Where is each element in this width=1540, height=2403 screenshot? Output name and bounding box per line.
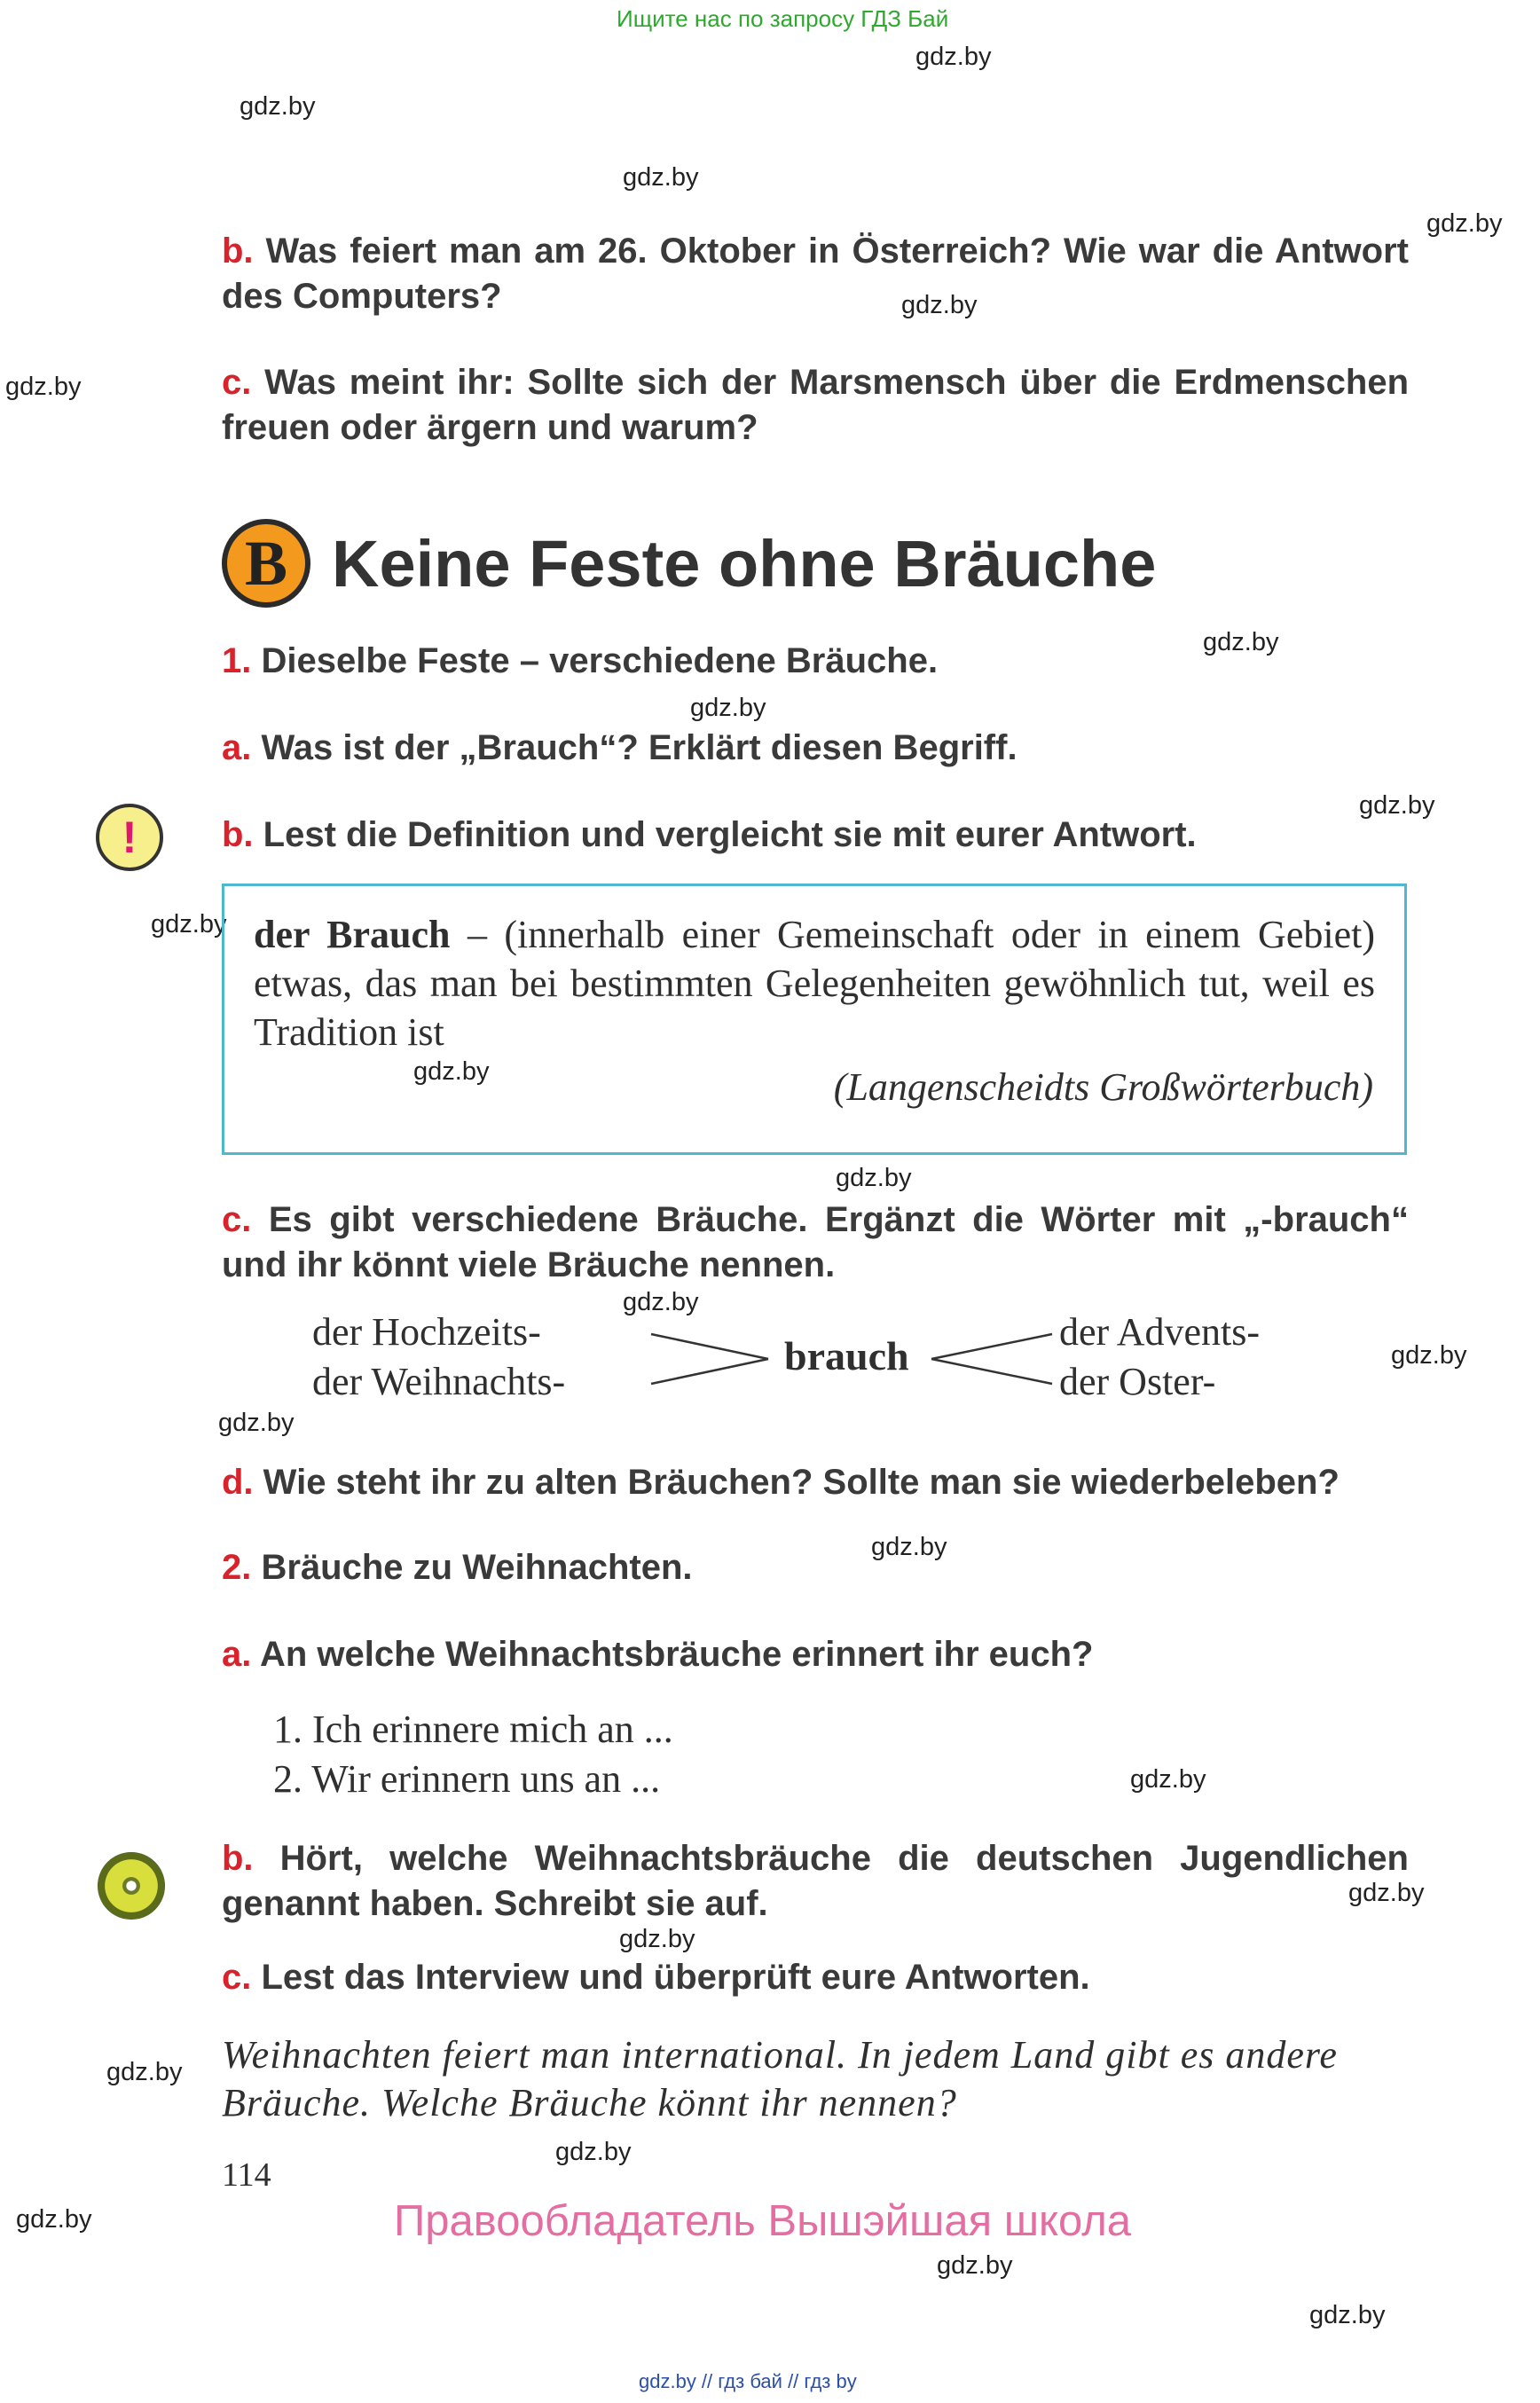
- diagram-word: der Advents-: [1059, 1310, 1261, 1354]
- question-text: Hört, welche Weihnachtsbräuche die deutschen Jugendlichen genannt haben. Schreibt sie auf.: [222, 1839, 1409, 1923]
- definition-term: der Brauch: [254, 913, 451, 956]
- watermark: gdz.by: [5, 373, 82, 401]
- question-letter: b.: [222, 815, 254, 854]
- question-letter: b.: [222, 1839, 254, 1878]
- question-text: An welche Weihnachtsbräuche erinnert ihr euch?: [260, 1635, 1094, 1674]
- watermark: gdz.by: [218, 1409, 295, 1437]
- copyright-notice: Правообладатель Вышэйшая школа: [394, 2197, 1132, 2245]
- section-heading: [222, 514, 1156, 612]
- watermark: gdz.by: [1130, 1765, 1206, 1794]
- diagram-center-word: brauch: [784, 1333, 909, 1378]
- bottom-links[interactable]: gdz.by // гдз бай // гдз by: [639, 2370, 857, 2392]
- watermark: gdz.by: [16, 2205, 92, 2234]
- task-2c: [222, 1955, 1090, 2000]
- watermark: gdz.by: [1359, 791, 1435, 820]
- task-title-text: Bräuche zu Weihnachten.: [261, 1548, 693, 1587]
- question-b: [222, 229, 1409, 319]
- question-text: Was feiert man am 26. Oktober in Österreich? Wie war die Antwort des Computers?: [222, 232, 1409, 316]
- diagram-word: der Weihnachts-: [312, 1360, 566, 1403]
- answer-starters-list: [273, 1705, 673, 1804]
- question-c: [222, 360, 1409, 451]
- task-number: 1.: [222, 641, 252, 680]
- diagram-word: der Hochzeits-: [312, 1310, 541, 1354]
- watermark: gdz.by: [151, 910, 227, 938]
- task-1c: [222, 1198, 1409, 1288]
- watermark: gdz.by: [1203, 628, 1279, 656]
- diagram-left-words: [312, 1308, 565, 1407]
- question-letter: d.: [222, 1463, 254, 1502]
- diagram-right-words: [1059, 1308, 1260, 1407]
- task-1b: [222, 813, 1197, 858]
- question-letter: a.: [222, 728, 252, 767]
- page-number: 114: [222, 2156, 271, 2194]
- diagram-word: der Oster-: [1059, 1360, 1216, 1403]
- watermark: gdz.by: [623, 1288, 699, 1316]
- watermark: gdz.by: [1309, 2301, 1386, 2329]
- question-letter: c.: [222, 363, 252, 402]
- question-letter: a.: [222, 1635, 252, 1674]
- task-number: 2.: [222, 1548, 252, 1587]
- top-search-hint: Ищите нас по запросу ГДЗ Бай: [617, 5, 949, 32]
- task-1a: [222, 726, 1018, 771]
- list-item: 1. Ich erinnere mich an ...: [273, 1708, 673, 1751]
- watermark: gdz.by: [871, 1533, 947, 1561]
- definition-body: – (innerhalb einer Gemeinschaft oder in einem Gebiet) etwas, das man bei bestimmten Gelegenheiten gewöhnlich tut, weil es Tradition ist: [254, 913, 1375, 1054]
- watermark: gdz.by: [937, 2251, 1013, 2280]
- watermark: gdz.by: [915, 43, 992, 71]
- exclamation-icon: !: [96, 804, 163, 871]
- section-title: Keine Feste ohne Bräuche: [332, 526, 1157, 601]
- watermark: gdz.by: [619, 1925, 695, 1953]
- question-text: Was ist der „Brauch“? Erklärt diesen Begriff.: [261, 728, 1018, 767]
- question-text: Was meint ihr: Sollte sich der Marsmensch über die Erdmenschen freuen oder ärgern und warum?: [222, 363, 1409, 447]
- watermark: gdz.by: [555, 2138, 632, 2166]
- watermark: gdz.by: [1391, 1341, 1467, 1370]
- definition-text: [254, 910, 1375, 1056]
- question-letter: b.: [222, 232, 254, 271]
- diagram-left-connector: [648, 1327, 807, 1389]
- watermark: gdz.by: [623, 163, 699, 192]
- task-1-title: [222, 639, 938, 684]
- question-letter: c.: [222, 1958, 252, 1997]
- closing-text: Weihnachten feiert man international. In jedem Land gibt es andere Bräuche. Welche Bräuche könnt ihr nennen?: [222, 2033, 1338, 2124]
- list-item: 2. Wir erinnern uns an ...: [273, 1757, 661, 1801]
- watermark: gdz.by: [1348, 1879, 1425, 1907]
- task-2-title: [222, 1545, 693, 1590]
- question-letter: c.: [222, 1200, 252, 1239]
- question-text: Lest die Definition und vergleicht sie mit eurer Antwort.: [263, 815, 1197, 854]
- watermark: gdz.by: [106, 2058, 183, 2086]
- task-2b: [222, 1836, 1409, 1927]
- task-2a: [222, 1632, 1093, 1677]
- watermark: gdz.by: [901, 291, 978, 319]
- task-1d: [222, 1460, 1340, 1505]
- question-text: Es gibt verschiedene Bräuche. Ergänzt die Wörter mit „-brauch“ und ihr könnt viele Bräuche nennen.: [222, 1200, 1409, 1284]
- watermark: gdz.by: [690, 694, 766, 722]
- diagram-right-connector: [930, 1327, 1063, 1389]
- task-title-text: Dieselbe Feste – verschiedene Bräuche.: [261, 641, 939, 680]
- audio-cd-icon: [98, 1852, 165, 1920]
- watermark: gdz.by: [413, 1057, 490, 1086]
- section-b-badge: B: [222, 519, 310, 608]
- question-text: Lest das Interview und überprüft eure Antworten.: [261, 1958, 1090, 1997]
- watermark: gdz.by: [240, 92, 316, 121]
- watermark: gdz.by: [1426, 209, 1503, 238]
- watermark: gdz.by: [836, 1164, 912, 1192]
- definition-source: (Langenscheidts Großwörterbuch): [833, 1065, 1373, 1109]
- question-text: Wie steht ihr zu alten Bräuchen? Sollte man sie wiederbeleben?: [263, 1463, 1340, 1502]
